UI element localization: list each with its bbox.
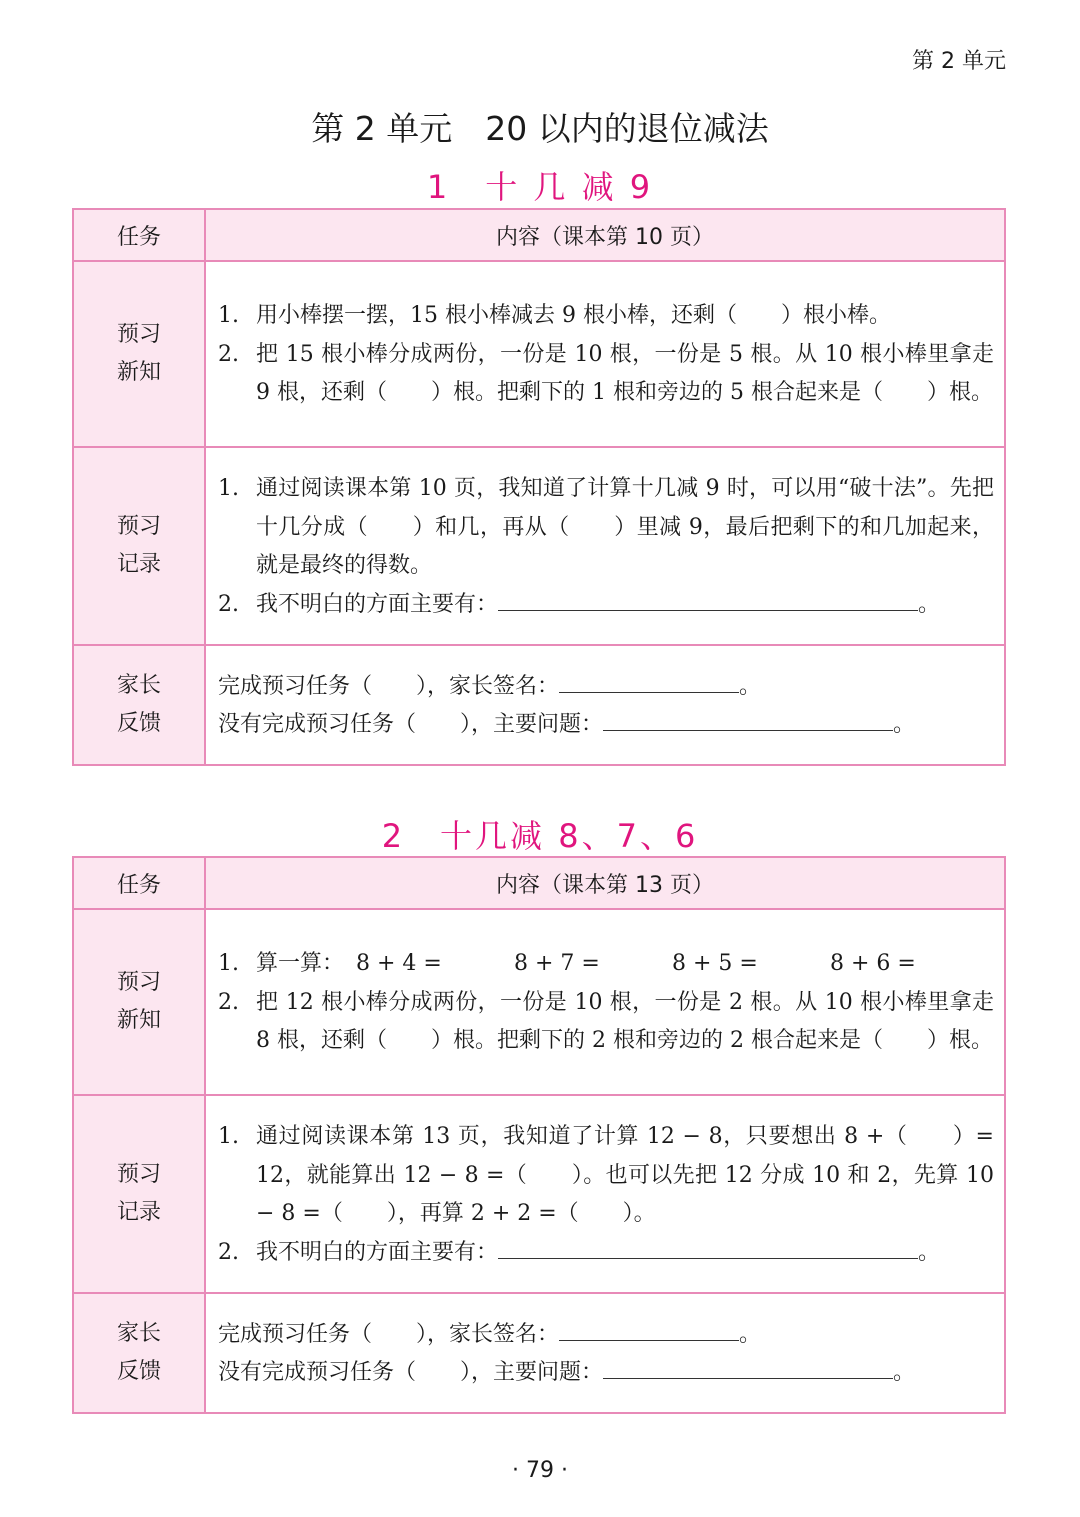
signature-line[interactable]: [559, 1316, 739, 1341]
row-label-line: 反馈: [116, 1359, 161, 1384]
item-number: 2.: [218, 989, 239, 1015]
column-header-content: 内容（课本第 13 页）: [205, 857, 1005, 909]
row-label-line: 家长: [116, 1321, 161, 1346]
list-item: [218, 945, 994, 984]
answer-line[interactable]: [498, 1234, 918, 1259]
row-label-line: 预习: [116, 1162, 161, 1187]
task-table: [72, 208, 1006, 766]
row-label: [73, 447, 205, 645]
item-text: 把 12 根小棒分成两份，一份是 10 根，一份是 2 根。从 10 根小棒里拿走 8 根，还剩（ ）根。把剩下的 2 根和旁边的 2 根合起来是（ ）根。: [256, 989, 994, 1054]
item-text: 通过阅读课本第 13 页，我知道了计算 12 − 8，只要想出 8 +（ ）= 12，就能算出 12 − 8 =（ ）。也可以先把 12 分成 10 和 2，先算 10 − 8 =（ ），再算 2 + 2 =（ ）。: [256, 1124, 994, 1226]
feedback-end: 。: [739, 1321, 762, 1347]
column-header-task: 任务: [73, 857, 205, 909]
row-content: [205, 447, 1005, 645]
row-content: [205, 1293, 1005, 1413]
row-label-line: 预习: [116, 970, 161, 995]
list-item: [218, 470, 994, 586]
row-label-line: 预习: [116, 514, 161, 539]
table-row: [73, 645, 1005, 765]
row-content: [205, 261, 1005, 447]
item-text: 把 15 根小棒分成两份，一份是 10 根，一份是 5 根。从 10 根小棒里拿走 9 根，还剩（ ）根。把剩下的 1 根和旁边的 5 根合起来是（ ）根。: [256, 341, 994, 406]
row-label-line: 家长: [116, 673, 161, 698]
item-text: 通过阅读课本第 10 页，我知道了计算十几减 9 时，可以用“破十法”。先把十几分成（ ）和几，再从（ ）里减 9，最后把剩下的和几加起来，就是最终的得数。: [256, 476, 994, 578]
signature-line[interactable]: [559, 668, 739, 693]
feedback-end: 。: [893, 1360, 916, 1385]
item-number: 1.: [218, 303, 239, 329]
equation: 8 + 6 =: [830, 951, 916, 977]
item-end: 。: [918, 591, 941, 617]
item-number: 1.: [218, 951, 239, 977]
feedback-text: 完成预习任务（ ），家长签名：: [218, 673, 560, 699]
section-title: 1 十 几 减 9: [426, 168, 654, 206]
row-content: [205, 1095, 1005, 1293]
column-header-task: 任务: [73, 209, 205, 261]
feedback-line: [218, 1316, 994, 1355]
equation: 8 + 4 =: [356, 951, 442, 977]
row-label: [73, 261, 205, 447]
page-title: 第 2 单元 20 以内的退位减法: [311, 109, 769, 148]
row-content: [205, 645, 1005, 765]
feedback-line: [218, 706, 994, 745]
feedback-text: 没有完成预习任务（ ），主要问题：: [218, 1360, 604, 1385]
item-prefix: 算一算：: [256, 951, 345, 977]
table-row: [73, 447, 1005, 645]
list-item: [218, 586, 994, 625]
item-text: 用小棒摆一摆，15 根小棒减去 9 根小棒，还剩（ ）根小棒。: [256, 303, 891, 329]
row-label-line: 预习: [116, 322, 161, 347]
list-item: [218, 984, 994, 1061]
problem-line[interactable]: [603, 1354, 893, 1379]
answer-line[interactable]: [498, 586, 918, 611]
feedback-end: 。: [893, 712, 916, 737]
item-end: 。: [918, 1239, 941, 1265]
row-content: [205, 909, 1005, 1095]
task-table: [72, 856, 1006, 1414]
feedback-end: 。: [739, 673, 762, 699]
row-label: [73, 909, 205, 1095]
table-row: [73, 261, 1005, 447]
feedback-line: [218, 1354, 994, 1393]
list-item: [218, 297, 994, 336]
row-label-line: 记录: [116, 1200, 161, 1225]
row-label-line: 新知: [116, 360, 161, 385]
row-label-line: 新知: [116, 1008, 161, 1033]
row-label: [73, 645, 205, 765]
row-label-line: 反馈: [116, 711, 161, 736]
unit-label: 第 2 单元: [912, 49, 1006, 74]
feedback-text: 没有完成预习任务（ ），主要问题：: [218, 712, 604, 737]
row-label-line: 记录: [116, 552, 161, 577]
table-row: [73, 909, 1005, 1095]
table-row: [73, 1095, 1005, 1293]
equation: 8 + 7 =: [514, 951, 600, 977]
item-text: 我不明白的方面主要有：: [256, 591, 499, 617]
row-label: [73, 1095, 205, 1293]
item-number: 2.: [218, 591, 239, 617]
page-number: · 79 ·: [512, 1458, 568, 1483]
row-label: [73, 1293, 205, 1413]
item-number: 2.: [218, 1239, 239, 1265]
item-number: 1.: [218, 476, 239, 501]
item-number: 1.: [218, 1124, 239, 1149]
list-item: [218, 1118, 994, 1234]
column-header-content: 内容（课本第 10 页）: [205, 209, 1005, 261]
problem-line[interactable]: [603, 706, 893, 731]
feedback-text: 完成预习任务（ ），家长签名：: [218, 1321, 560, 1347]
table-row: [73, 1293, 1005, 1413]
table-header-row: [73, 209, 1005, 261]
list-item: [218, 1234, 994, 1273]
list-item: [218, 336, 994, 413]
item-number: 2.: [218, 341, 239, 367]
equation: 8 + 5 =: [672, 951, 758, 977]
item-text: 我不明白的方面主要有：: [256, 1239, 499, 1265]
section-title: 2 十几减 8、7、6: [381, 817, 699, 855]
table-header-row: [73, 857, 1005, 909]
feedback-line: [218, 668, 994, 707]
